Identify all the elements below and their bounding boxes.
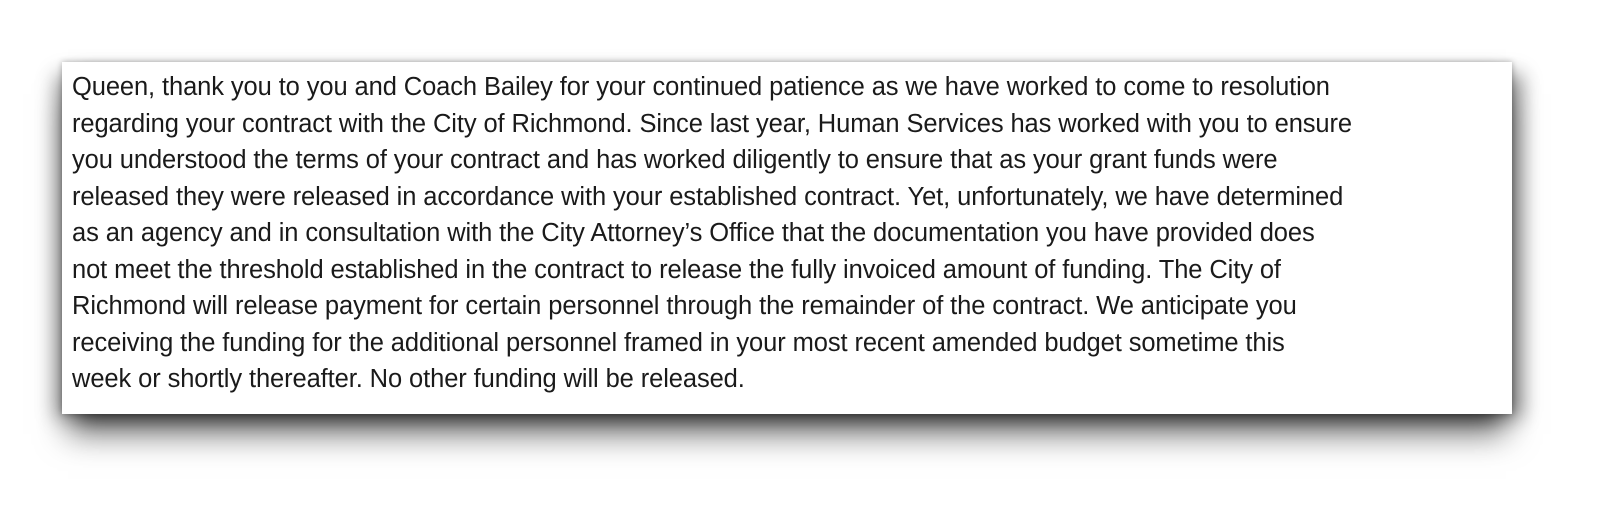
paragraph-line-7: Richmond will release payment for certain personnel through the remainder of the contract. We anticipate you (72, 292, 1297, 320)
paragraph-line-4: released they were released in accordance with your established contract. Yet, unfortunately, we have determined (72, 182, 1344, 211)
paragraph-line-1: Queen, thank you to you and Coach Bailey for your continued patience as we have worked to come to resolution (72, 73, 1330, 101)
paragraph-line-8: receiving the funding for the additional personnel framed in your most recent amended budget sometime this (72, 328, 1285, 357)
paragraph-line-2: regarding your contract with the City of Richmond. Since last year, Human Services has worked with you to ensure (72, 109, 1352, 138)
paragraph-line-3: you understood the terms of your contract and has worked diligently to ensure that as your grant funds were (72, 146, 1278, 174)
paragraph-line-6: not meet the threshold established in the contract to release the fully invoiced amount of funding. The City of (72, 255, 1281, 284)
text-excerpt-card (62, 62, 1512, 414)
paragraph-line-9: week or shortly thereafter. No other funding will be released. (72, 365, 745, 393)
letter-paragraph (72, 69, 1512, 398)
paragraph-line-5: as an agency and in consultation with the City Attorney’s Office that the documentation you have provided does (72, 219, 1315, 247)
